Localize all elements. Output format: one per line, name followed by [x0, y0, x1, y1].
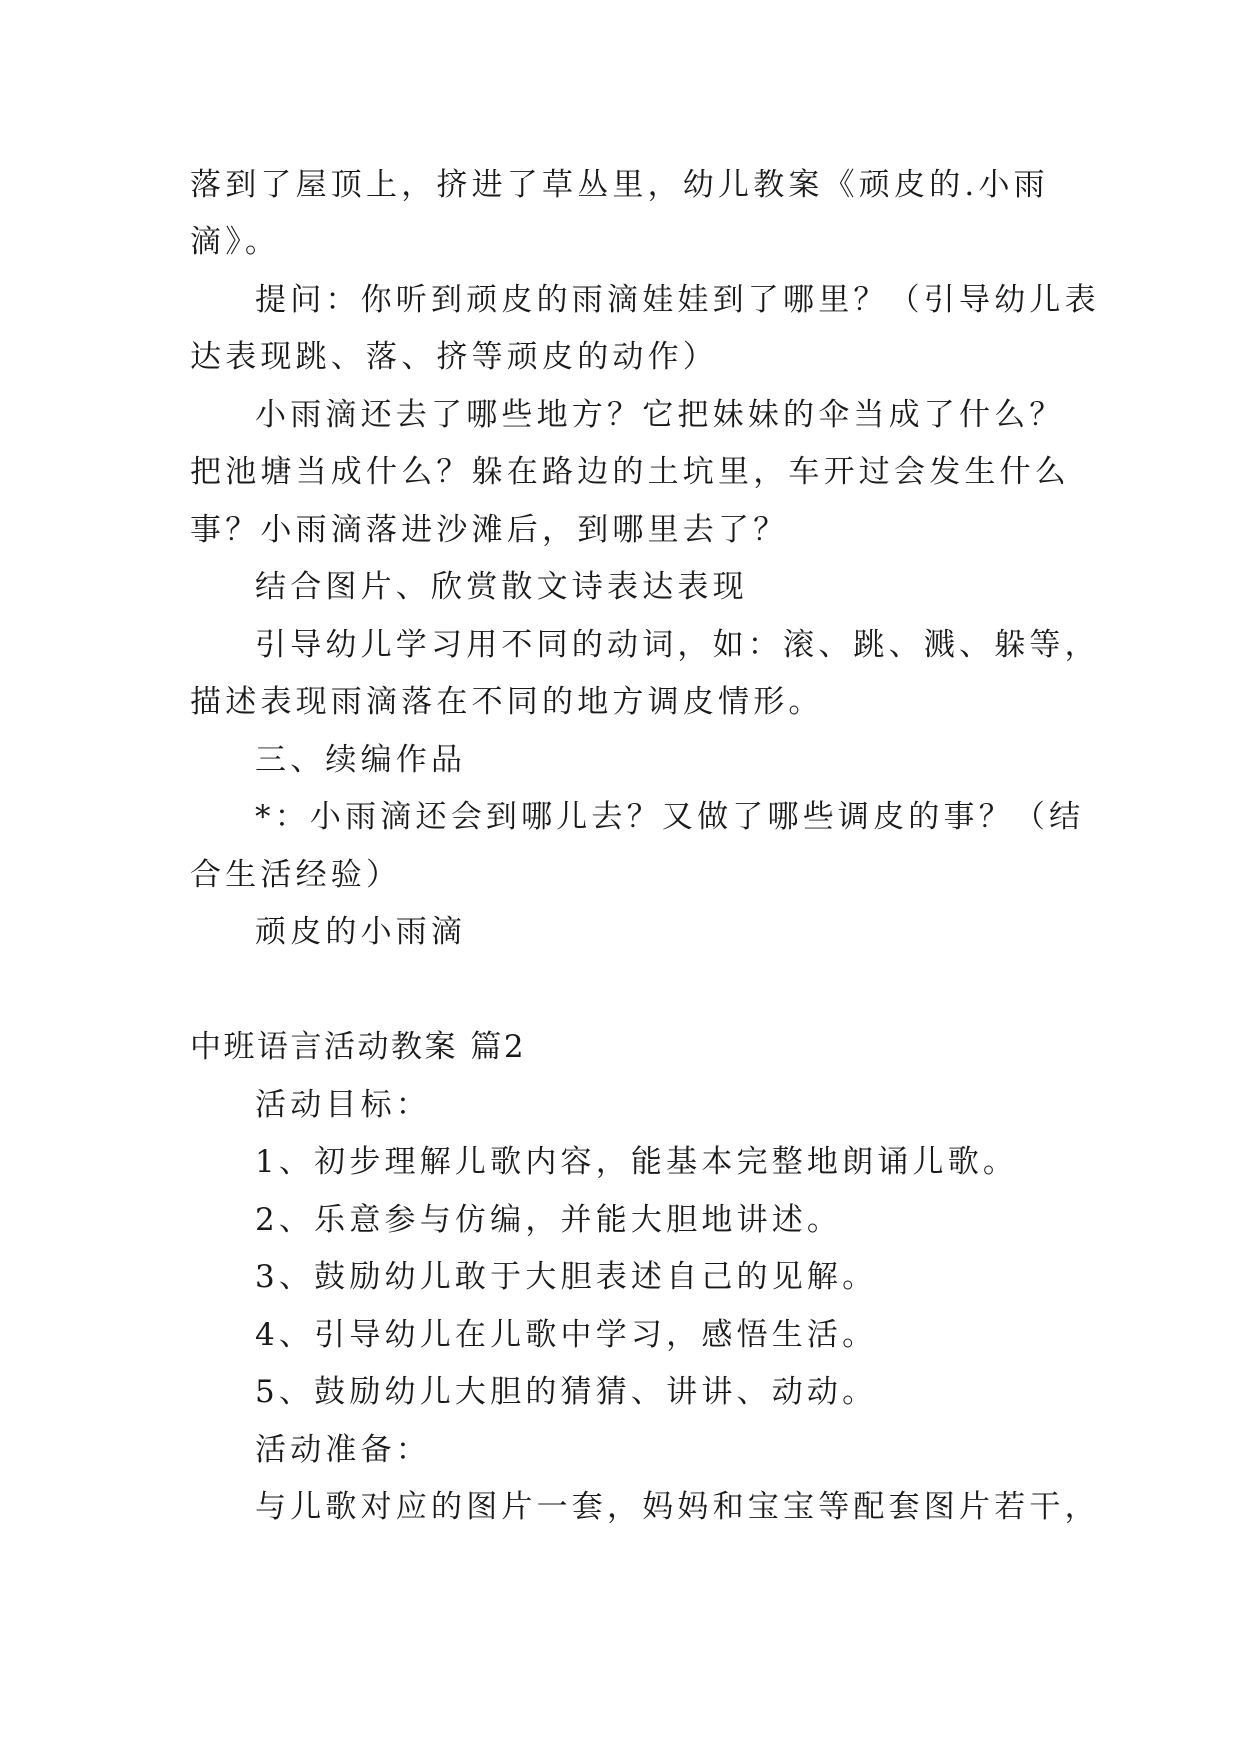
section-heading: 三、续编作品: [255, 742, 467, 778]
list-item: 2、乐意参与仿编，并能大胆地讲述。: [255, 1202, 843, 1238]
section-heading: 活动目标：: [255, 1087, 431, 1123]
paragraph-line: 滴》。: [190, 224, 281, 260]
paragraph-line: 达表现跳、落、挤等顽皮的动作）: [190, 339, 718, 375]
list-item: 3、鼓励幼儿敢于大胆表述自己的见解。: [255, 1259, 878, 1295]
paragraph-line: 引导幼儿学习用不同的动词，如：滚、跳、溅、躲等，: [255, 627, 1100, 663]
document-heading: 中班语言活动教案 篇2: [190, 1029, 527, 1065]
paragraph-line: 描述表现雨滴落在不同的地方调皮情形。: [190, 684, 824, 720]
section-heading: 活动准备：: [255, 1432, 431, 1468]
paragraph-line: *：小雨滴还会到哪儿去？又做了哪些调皮的事？（结: [255, 799, 1085, 835]
list-item: 1、初步理解儿歌内容，能基本完整地朗诵儿歌。: [255, 1144, 1019, 1180]
paragraph-line: 事？小雨滴落进沙滩后，到哪里去了？: [190, 512, 789, 548]
list-item: 4、引导幼儿在儿歌中学习，感悟生活。: [255, 1317, 878, 1353]
paragraph-line: 合生活经验）: [190, 857, 402, 893]
paragraph-line: 把池塘当成什么？躲在路边的土坑里，车开过会发生什么: [190, 454, 1070, 490]
list-item: 5、鼓励幼儿大胆的猜猜、讲讲、动动。: [255, 1374, 878, 1410]
paragraph-line: 顽皮的小雨滴: [255, 914, 467, 950]
paragraph-line: 结合图片、欣赏散文诗表达表现: [255, 569, 748, 605]
paragraph-line: 小雨滴还去了哪些地方？它把妹妹的伞当成了什么？: [255, 397, 1065, 433]
paragraph-line: 与儿歌对应的图片一套，妈妈和宝宝等配套图片若干，: [255, 1489, 1100, 1525]
paragraph-line: 落到了屋顶上，挤进了草丛里，幼儿教案《顽皮的.小雨: [190, 167, 1049, 203]
paragraph-line: 提问：你听到顽皮的雨滴娃娃到了哪里？（引导幼儿表: [255, 282, 1100, 318]
